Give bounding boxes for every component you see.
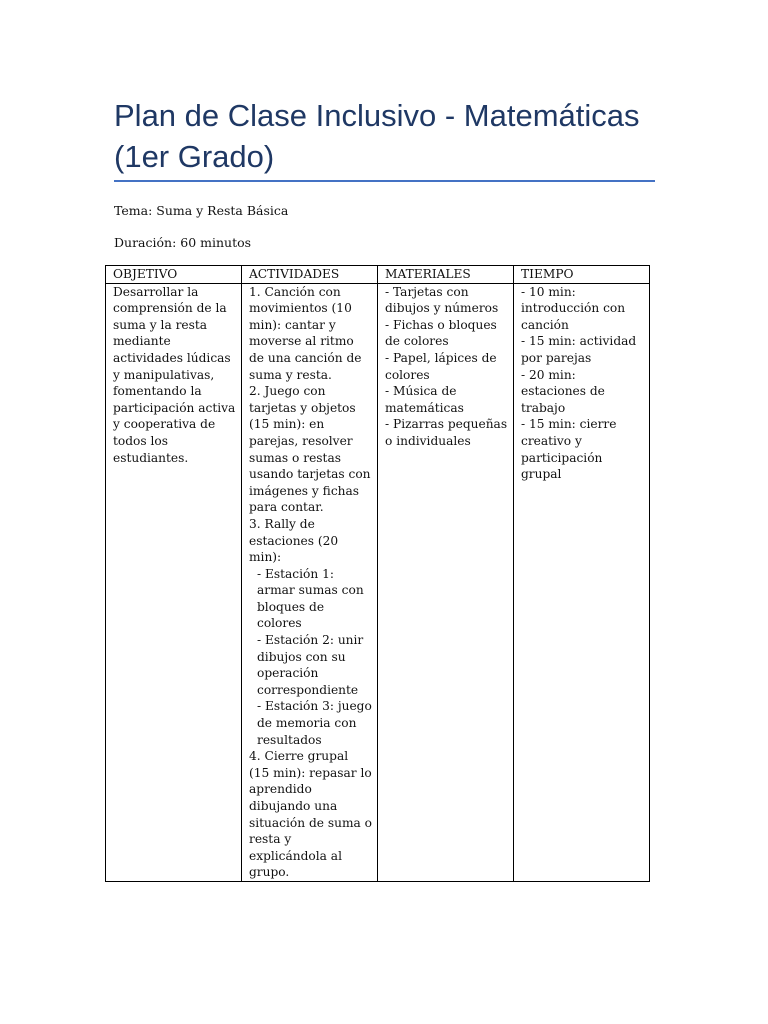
- actividad-item: 4. Cierre grupal (15 min): repasar lo aprendido dibujando una situación de suma o resta y explicándola al grupo.: [249, 749, 372, 880]
- cell-materiales: [378, 283, 514, 881]
- actividad-item: 2. Juego con tarjetas y objetos (15 min): en parejas, resolver sumas o restas usando tarjetas con imágenes y fichas para contar.: [249, 384, 371, 515]
- material-item: - Papel, lápices de colores: [385, 350, 497, 382]
- material-item: - Música de matemáticas: [385, 384, 464, 415]
- tiempo-item: - 15 min: cierre creativo y participación grupal: [521, 417, 617, 482]
- tiempo-item: - 15 min: actividad por parejas: [521, 334, 637, 365]
- estacion-item: - Estación 1: armar sumas con bloques de colores: [257, 566, 364, 631]
- material-item: - Fichas o bloques de colores: [385, 317, 497, 349]
- cell-objetivo: [106, 283, 242, 881]
- estacion-item: - Estación 2: unir dibujos con su operación correspondiente: [257, 633, 364, 697]
- topic-line: Tema: Suma y Resta Básica: [114, 203, 289, 218]
- actividad-item: 3. Rally de estaciones (20 min):: [249, 516, 339, 565]
- tiempo-item: - 10 min: introducción con canción: [521, 284, 626, 332]
- header-objetivo: OBJETIVO: [106, 266, 242, 284]
- material-item: - Pizarras pequeñas o individuales: [385, 417, 508, 448]
- duration-line: Duración: 60 minutos: [114, 235, 252, 250]
- header-tiempo: TIEMPO: [514, 266, 650, 284]
- tiempo-item: - 20 min: estaciones de trabajo: [521, 367, 605, 415]
- estacion-item: - Estación 3: juego de memoria con resultados: [257, 699, 372, 747]
- objetivo-text: Desarrollar la comprensión de la suma y la resta mediante actividades lúdicas y manipulativas, fomentando la participación activa y cooperativa de todos los estudiantes.: [113, 284, 236, 465]
- cell-actividades: [242, 283, 378, 881]
- document-title: Plan de Clase Inclusivo - Matemáticas (1er Grado): [114, 98, 640, 174]
- cell-tiempo: [514, 283, 650, 881]
- lesson-plan-table: [105, 265, 650, 882]
- table-row: [106, 283, 650, 881]
- table-header-row: [106, 266, 650, 284]
- header-actividades: ACTIVIDADES: [242, 266, 378, 284]
- actividad-item: 1. Canción con movimientos (10 min): cantar y moverse al ritmo de una canción de suma y resta.: [249, 284, 362, 382]
- header-materiales: MATERIALES: [378, 266, 514, 284]
- material-item: - Tarjetas con dibujos y números: [385, 284, 499, 316]
- title-divider: [114, 180, 655, 182]
